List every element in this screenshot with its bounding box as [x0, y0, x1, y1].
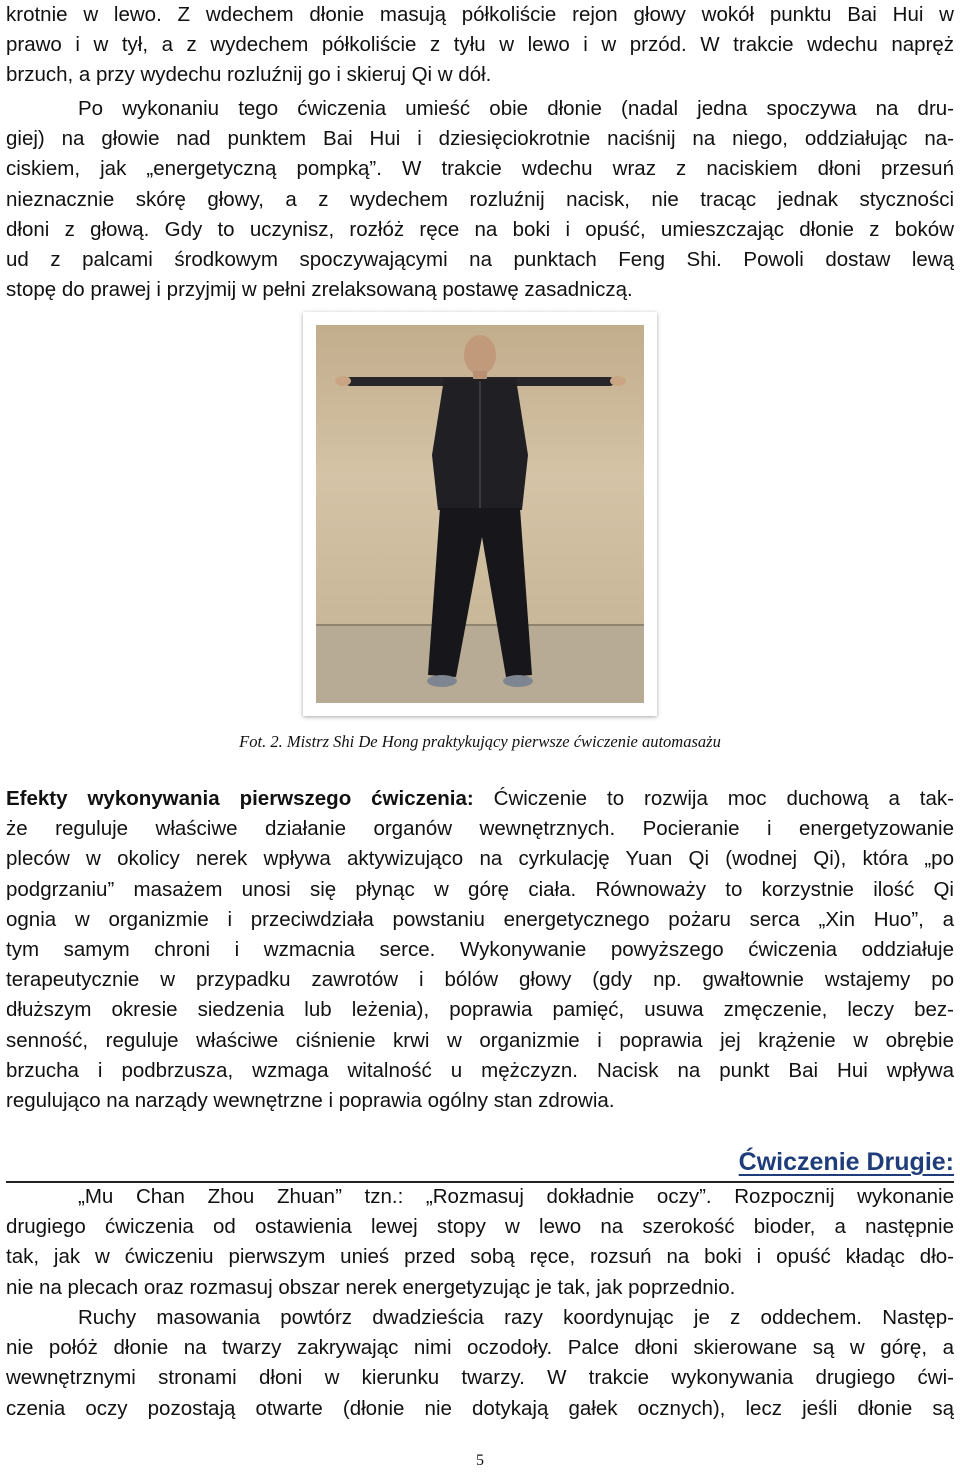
text-line: dłuższym okresie siedzenia lub leżenia), poprawia pamięć, usuwa zmęczenie, leczy bez- — [6, 998, 954, 1022]
text-line: brzucha i podbrzusza, wzmaga witalność u mężczyzn. Nacisk na punkt Bai Hui wpływa — [6, 1058, 954, 1082]
right-hand — [610, 376, 626, 386]
photo-master-shi-de-hong — [316, 325, 644, 703]
text-line: senność, reguluje właściwe ciśnienie krwi w organizmie i poprawia jej krążenie w obrębie — [6, 1028, 954, 1052]
paragraph-effects — [6, 784, 954, 1116]
text-line: krotnie w lewo. Z wdechem dłonie masują półkoliście rejon głowy wokół punktu Bai Hui w — [6, 3, 954, 26]
page-number: 5 — [476, 1452, 484, 1469]
text-line: czenia oczy pozostają otwarte (dłonie nie dotykają gałek ocznych), lecz jeśli dłonie są — [6, 1396, 954, 1420]
text-line: wewnętrznymi stronami dłoni w kierunku twarzy. W trakcie wykonywania drugiego ćwi- — [6, 1366, 954, 1390]
text-line: nie na plecach oraz rozmasuj obszar nerek energetyzując je tak, jak poprzednio. — [6, 1275, 736, 1299]
effects-lead: Efekty wykonywania pierwszego ćwiczenia: — [6, 787, 474, 810]
text-line: że reguluje właściwe działanie organów wewnętrznych. Pocieranie i energetyzowanie — [6, 817, 954, 841]
effects-lead-rest: Ćwiczenie to rozwija moc duchową a tak- — [473, 787, 954, 810]
text-line: prawo i w tył, a z wydechem półkoliście z tyłu w lewo i w przód. W trakcie wdechu napręż — [6, 33, 954, 57]
paragraph-exercise-two-steps — [6, 1303, 954, 1424]
text-line: ud z palcami środkowym spoczywającymi na punktach Feng Shi. Powoli dostaw lewą — [6, 248, 954, 272]
photo-stamp-frame — [303, 312, 657, 716]
text-line: stopę do prawej i przyjmij w pełni zrelaksowaną postawę zasadniczą. — [6, 278, 633, 302]
left-shoe — [427, 675, 457, 687]
text-line: giej) na głowie nad punktem Bai Hui i dziesięciokrotnie naciśnij na niego, oddziałując na- — [6, 127, 954, 151]
text-line — [6, 784, 954, 814]
text-line: brzuch, a przy wydechu rozluźnij go i skieruj Qi w dół. — [6, 63, 492, 87]
text-line: Ruchy masowania powtórz dwadzieścia razy koordynując je z oddechem. Następ- — [78, 1306, 954, 1329]
ground — [316, 625, 644, 703]
paragraph-bai-hui-press — [6, 94, 954, 305]
paragraph-exercise-two-intro — [6, 1182, 954, 1303]
text-line: podgrzaniu” masażem unosi się płynąc w górę ciała. Równoważy to korzystnie ilość Qi — [6, 877, 954, 901]
text-line: ciskiem, jak „energetyczną pompką”. W trakcie wdechu wraz z naciskiem dłoni przesuń — [6, 157, 954, 181]
paragraph-intro — [6, 0, 954, 91]
left-hand — [335, 376, 351, 386]
text-line: nieznacznie skórę głowy, a z wydechem rozluźnij nacisk, nie tracąc jednak styczności — [6, 187, 954, 211]
text-line: tak, jak w ćwiczeniu pierwszym unieś przed sobą ręce, rozsuń na boki i opuść kładąc dło- — [6, 1245, 954, 1269]
text-line: tym samym chroni i wzmacnia serce. Wykonywanie powyższego ćwiczenia oddziałuje — [6, 938, 954, 962]
text-line: nie połóż dłonie na twarzy zakrywając nimi oczodoły. Palce dłoni skierowane są w górę, a — [6, 1336, 954, 1360]
figure-caption: Fot. 2. Mistrz Shi De Hong praktykujący pierwsze ćwiczenie automasażu — [239, 732, 721, 751]
right-shoe — [503, 675, 533, 687]
text-line: terapeutycznie w przypadku zawrotów i bólów głowy (gdy np. gwałtownie wstajemy po — [6, 968, 954, 992]
text-line: pleców w okolicy nerek wpływa aktywizująco na cyrkulację Yuan Qi (wodnej Qi), która „po — [6, 847, 954, 871]
text-line: regulująco na narządy wewnętrzne i poprawia ogólny stan zdrowia. — [6, 1089, 615, 1113]
text-line: „Mu Chan Zhou Zhuan” tzn.: „Rozmasuj dokładnie oczy”. Rozpocznij wykonanie — [78, 1185, 954, 1208]
section-heading: Ćwiczenie Drugie: — [738, 1148, 954, 1176]
text-line: Po wykonaniu tego ćwiczenia umieść obie dłonie (nadal jedna spoczywa na dru- — [78, 97, 954, 120]
text-line: ognia w organizmie i przeciwdziała powstaniu energetycznego pożaru serca „Xin Huo”, a — [6, 907, 954, 931]
text-line: drugiego ćwiczenia od ostawienia lewej stopy w lewo na szerokość bioder, a następnie — [6, 1215, 954, 1239]
text-line: dłoni z głową. Gdy to uczynisz, rozłóż ręce na boki i opuść, umieszczając dłonie z boków — [6, 217, 954, 241]
head — [464, 335, 496, 375]
